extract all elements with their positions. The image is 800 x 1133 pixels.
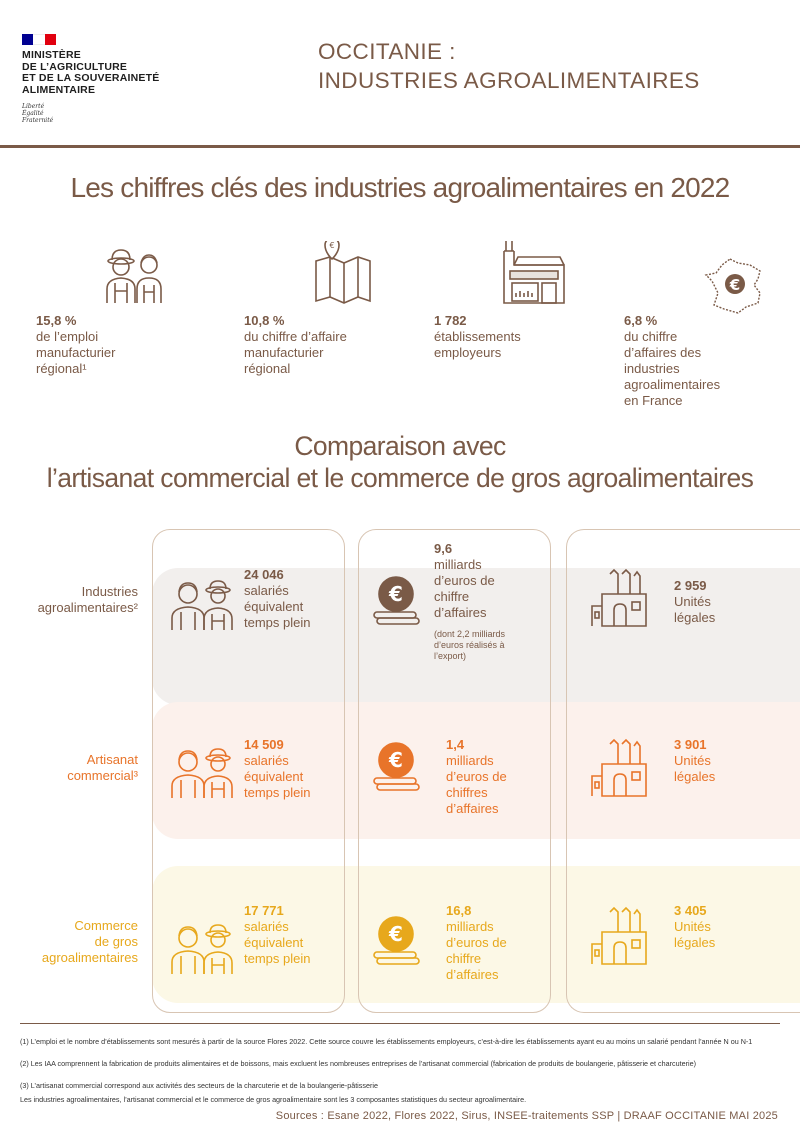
employees-value: 14 509 <box>244 737 284 752</box>
marianne-flag <box>22 34 56 45</box>
key-figure-value: 1 782 <box>434 313 467 328</box>
euro-coins-icon <box>370 738 426 794</box>
key-figure-value: 10,8 % <box>244 313 285 328</box>
employees-text: salariés équivalent temps plein <box>244 583 311 630</box>
turnover-value: 1,4 <box>446 737 465 752</box>
units-industries <box>674 578 715 626</box>
key-figure-text: du chiffre d’affaire manufacturier régional <box>244 329 347 376</box>
row-label-artisanat: Artisanat commercial³ <box>67 752 138 783</box>
turnover-industries <box>434 541 505 662</box>
units-value: 3 901 <box>674 737 707 752</box>
map-euro-icon <box>312 241 374 305</box>
footer-rule <box>20 1023 780 1024</box>
units-text: Unités légales <box>674 919 716 950</box>
svg-text:€: € <box>329 241 335 250</box>
key-figure-text: de l’emploi manufacturier régional¹ <box>36 329 116 376</box>
units-text: Unités légales <box>674 753 716 784</box>
workers-icon <box>100 247 170 305</box>
key-figure-text: établissements employeurs <box>434 329 521 360</box>
factory-icon <box>588 738 650 800</box>
key-figure-value: 15,8 % <box>36 313 77 328</box>
key-figures-heading: Les chiffres clés des industries agroalimentaires en 2022 <box>70 172 730 203</box>
key-figure-employment <box>36 313 115 377</box>
employees-text: salariés équivalent temps plein <box>244 919 311 966</box>
row-label-commerce: Commerce de gros agroalimentaires <box>41 918 138 965</box>
footnote-1: (1) L’emploi et le nombre d’établissements sont mesurés à partir de la source Flores 2022. Cette source couvre les établissements employeurs, c’est-à-dire les établissements ayant eu au moins un salarié pendant l’année N ou N-1 <box>20 1037 753 1046</box>
france-euro-icon <box>704 257 770 315</box>
employees-commerce <box>244 903 310 967</box>
euro-coins-icon <box>370 912 426 968</box>
turnover-value: 9,6 <box>434 541 453 556</box>
key-figure-establishments <box>434 313 521 361</box>
employees-value: 24 046 <box>244 567 284 582</box>
employees-artisanat <box>244 737 310 801</box>
sources: Sources : Esane 2022, Flores 2022, Sirus, INSEE-traitements SSP | DRAAF OCCITANIE MAI 2025 <box>275 1110 778 1122</box>
key-figure-value: 6,8 % <box>624 313 658 328</box>
employees-text: salariés équivalent temps plein <box>244 753 311 800</box>
turnover-artisanat <box>446 737 507 817</box>
document-title: OCCITANIE : INDUSTRIES AGROALIMENTAIRES <box>318 39 700 93</box>
svg-text:€: € <box>389 582 403 606</box>
turnover-commerce <box>446 903 507 983</box>
units-artisanat <box>674 737 715 785</box>
header-rule <box>0 145 800 148</box>
employees-value: 17 771 <box>244 903 284 918</box>
svg-text:€: € <box>729 276 741 294</box>
workers-icon <box>168 922 238 976</box>
turnover-text: milliards d’euros de chiffre d’affaires <box>434 557 495 620</box>
republic-motto: Liberté Égalité Fraternité <box>22 103 54 124</box>
key-figure-france-share <box>624 313 720 409</box>
svg-text:€: € <box>389 748 403 772</box>
footnote-2: (2) Les IAA comprennent la fabrication de produits alimentaires et de boissons, mais excluent les nombreuses entreprises de l’artisanat commercial (fabrication de produits de boulangerie, pâtisserie et charcuterie) <box>20 1059 696 1068</box>
turnover-value: 16,8 <box>446 903 472 918</box>
factory-icon <box>588 906 650 968</box>
key-figure-turnover-share <box>244 313 347 377</box>
comparison-heading: Comparaison avec l’artisanat commercial et le commerce de gros agroalimentaires <box>46 431 754 493</box>
key-figure-text: du chiffre d’affaires des industries agroalimentaires en France <box>624 329 721 408</box>
factory-icon <box>588 568 650 630</box>
euro-coins-icon <box>370 572 426 628</box>
units-commerce <box>674 903 715 951</box>
employees-industries <box>244 567 310 631</box>
row-label-industries: Industries agroalimentaires² <box>37 584 138 615</box>
turnover-text: milliards d’euros de chiffres d’affaires <box>446 753 507 816</box>
units-value: 3 405 <box>674 903 707 918</box>
ministry-name: MINISTÈRE DE L’AGRICULTURE ET DE LA SOUVERAINETÉ ALIMENTAIRE <box>22 49 160 96</box>
turnover-note: (dont 2,2 milliards d’euros réalisés à l’export) <box>434 629 506 661</box>
svg-text:€: € <box>389 922 403 946</box>
footnote-3: (3) L’artisanat commercial correspond aux activités des secteurs de la charcuterie et de la boulangerie-pâtisserie <box>20 1081 378 1090</box>
shop-icon <box>498 239 568 305</box>
workers-icon <box>168 578 238 632</box>
turnover-text: milliards d’euros de chiffre d’affaires <box>446 919 507 982</box>
units-value: 2 959 <box>674 578 707 593</box>
footnote-components: Les industries agroalimentaires, l’artisanat commercial et le commerce de gros agroalimentaire sont les 3 composantes statistiques du secteur agroalimentaire. <box>20 1095 527 1104</box>
workers-icon <box>168 746 238 800</box>
units-text: Unités légales <box>674 594 716 625</box>
